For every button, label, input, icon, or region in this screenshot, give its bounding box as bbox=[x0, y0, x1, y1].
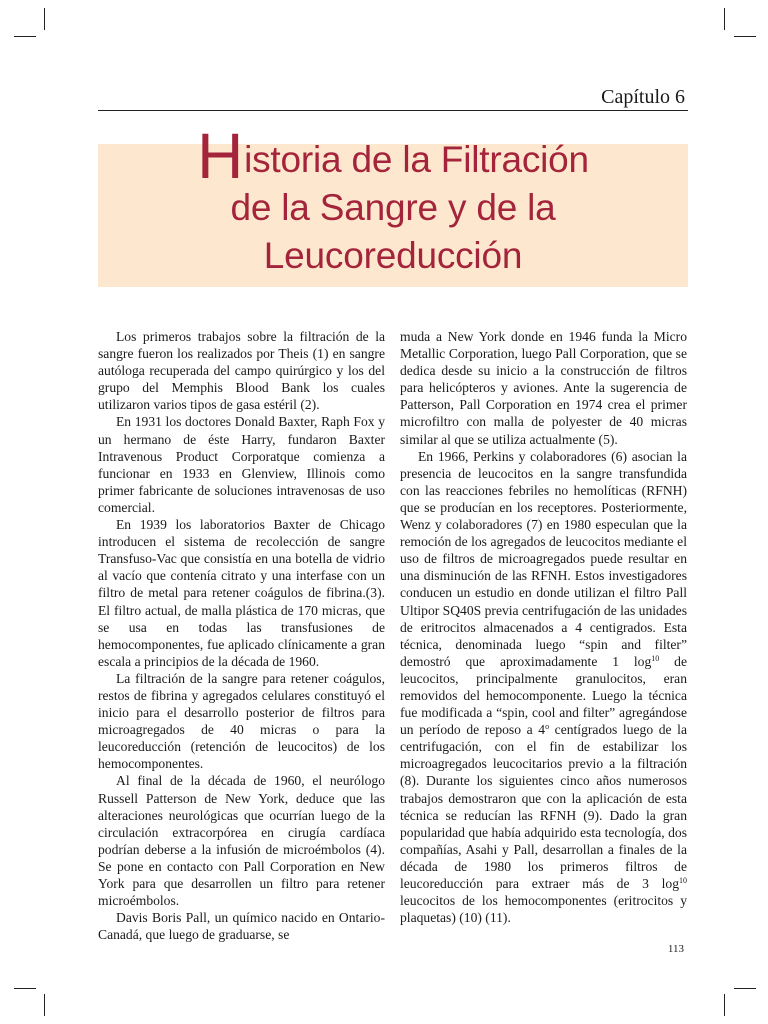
crop-mark-bottom-left-horizontal bbox=[14, 988, 36, 989]
crop-mark-bottom-right-horizontal bbox=[734, 988, 756, 989]
crop-mark-top-left-horizontal bbox=[14, 36, 36, 37]
paragraph: La filtración de la sangre para retener coágulos, restos de fibrina y agregados celulares constituyó el inicio para el desarrollo posterior de filtros para microagregados de 40 micras o para la leucoreducción (retención de leucocitos) de los hemocomponentes. bbox=[98, 670, 385, 772]
paragraph: En 1939 los laboratorios Baxter de Chicago introducen el sistema de recolección de sangre Transfuso-Vac que consistía en una botella de vidrio al vacío que contenía citrato y una interfase con un filtro de metal para retener coágulos de fibrina.(3). El filtro actual, de malla plástica de 170 micras, que se usa en todas las transfusiones de hemocomponentes, fue aplicado clínicamente a gran escala a principios de la década de 1960. bbox=[98, 517, 385, 669]
superscript: o bbox=[545, 722, 550, 732]
superscript: 10 bbox=[651, 653, 660, 663]
crop-mark-top-right-horizontal bbox=[734, 36, 756, 37]
title-initial: H bbox=[197, 120, 244, 192]
page-number: 113 bbox=[667, 943, 684, 955]
chapter-title bbox=[98, 120, 688, 280]
title-line-2: de la Sangre y de la bbox=[230, 187, 556, 228]
title-line-3: Leucoreducción bbox=[263, 235, 523, 276]
paragraph-text: leucocitos de los hemocomponentes (eritrocitos y plaquetas) (10) (11). bbox=[400, 893, 687, 926]
paragraph-continued: muda a New York donde en 1946 funda la Micro Metallic Corporation, luego Pall Corporation, que se dedica desde su inicio a la construcción de filtros para helicópteros y aviones. Ante la sugerencia de Patterson, Pall Corporation en 1974 crea el primer microfiltro con malla de polyester de 40 micras similar al que se utiliza actualmente (5). bbox=[400, 329, 687, 447]
crop-mark-top-left-vertical bbox=[44, 8, 45, 30]
paragraph-text: En 1966, Perkins y colaboradores (6) asocian la presencia de leucocitos en la sangre transfundida con las reacciones febriles no hemolíticas (RFNH) que se producían en los receptores. Posteriormente, Wenz y colaboradores (7) en 1980 especulan que la remoción de los agregados de leucocitos mediante el uso de filtros de microagregados puede resultar en una disminución de las RFNH. Estos investigadores conducen un estudio en donde utilizan el filtro Pall Ultipor SQ40S previa centrifugación de las unidades de eritrocitos almacenados a 4 centigrados. Esta técnica, denominada luego “spin and filter” demostró que aproximadamente 1 log bbox=[400, 448, 687, 669]
paragraph: En 1931 los doctores Donald Baxter, Raph Fox y un hermano de éste Harry, fundaron Baxter Intravenous Product Corporatque comienza a funcionar en 1933 en Glenview, Illinois como primer fabricante de soluciones intravenosas de uso comercial. bbox=[98, 414, 385, 515]
left-column bbox=[98, 328, 385, 943]
superscript: 10 bbox=[679, 876, 687, 885]
crop-mark-top-right-vertical bbox=[724, 8, 725, 30]
title-line-1 bbox=[98, 120, 688, 192]
paragraph: Al final de la década de 1960, el neurólogo Russell Patterson de New York, deduce que las alteraciones neurológicas que ocurrían luego de la circulación extracorpórea en cirugía cardíaca podrían deberse a la infusión de microémbolos (4). Se pone en contacto con Pall Corporation en New York para que desarrollen un filtro para retener microémbolos. bbox=[98, 773, 385, 909]
chapter-label: Capítulo 6 bbox=[601, 86, 685, 108]
paragraph-text: de leucocitos, principalmente granulocitos, eran removidos del hemocomponente. Luego la técnica fue modificada a “spin, cool and filter” agregándose un período de reposo a 4 bbox=[400, 653, 687, 738]
crop-mark-bottom-right-vertical bbox=[724, 994, 725, 1016]
title-line-1-text: istoria de la Filtración bbox=[244, 139, 589, 180]
paragraph bbox=[400, 448, 687, 927]
paragraph-text: centígrados luego de la centrifugación, con el fin de estabilizar los microagregados leucocitarios previo a la filtración (8). Durante los siguientes cinco años numerosos trabajos demostraron que con la aplicación de esta técnica se reducían las RFNH (9). Dado la gran popularidad que había adquirido esta tecnología, dos compañías, Asahi y Pall, desarrollan a finales de la década de 1980 los primeros filtros de leucoreducción para extraer más de 3 log bbox=[400, 722, 687, 891]
paragraph: Los primeros trabajos sobre la filtración de la sangre fueron los realizados por Theis (1) en sangre autóloga recuperada del campo quirúrgico y los del grupo del Memphis Blood Bank los cuales utilizaron varios tipos de gasa estéril (2). bbox=[98, 329, 385, 413]
crop-mark-bottom-left-vertical bbox=[44, 994, 45, 1016]
paragraph: Davis Boris Pall, un químico nacido en Ontario-Canadá, que luego de graduarse, se bbox=[98, 910, 385, 943]
header-rule bbox=[98, 110, 688, 111]
right-column bbox=[400, 328, 687, 926]
